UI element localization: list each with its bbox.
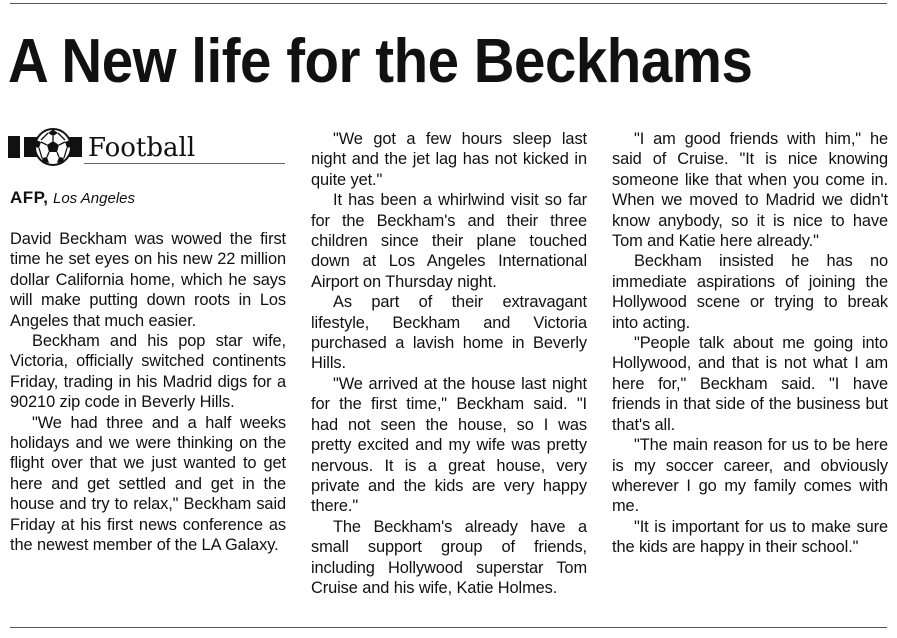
paragraph: "I am good friends with him," he said of Cruise. "It is nice knowing someone like that when you come in. When we moved to Madrid we didn't know anybody, so it is nice to have Tom and Katie here already." <box>612 130 888 251</box>
paragraph: "We arrived at the house last night for the first time," Beckham said. "I had not seen the house, so I was pretty excited and my wife was pretty nervous. It is a great house, very private and the kids are very happy there." <box>311 374 587 516</box>
paragraph: Beckham and his pop star wife, Victoria, officially switched continents Friday, trading in his Madrid digs for a 90210 zip code in Beverly Hills. <box>10 332 286 412</box>
paragraph: As part of their extravagant lifestyle, Beckham and Victoria purchased a lavish home in Beverly Hills. <box>311 293 587 373</box>
paragraph: Beckham insisted he has no immediate aspirations of joining the Hollywood scene or trying to break into acting. <box>612 252 888 332</box>
byline-location: Los Angeles <box>53 190 136 207</box>
article-column-1 <box>10 229 286 556</box>
paragraph: "People talk about me going into Hollywood, and that is not what I am here for," Beckham said. "I have friends in that side of the business but that's all. <box>612 334 888 434</box>
paragraph: "It is important for us to make sure the kids are happy in their school." <box>612 517 888 557</box>
section-underline <box>84 163 285 164</box>
article-headline: A New life for the Beckhams <box>8 27 753 96</box>
paragraph: "The main reason for us to be here is my soccer career, and obviously wherever I go my family comes with me. <box>612 436 888 516</box>
article-column-2 <box>311 129 587 598</box>
section-bar <box>8 136 20 158</box>
section-label: Football <box>88 133 196 163</box>
section-tag <box>8 128 285 166</box>
byline <box>10 188 135 209</box>
bottom-rule <box>10 627 887 628</box>
paragraph: "We got a few hours sleep last night and the jet lag has not kicked in quite yet." <box>311 130 587 189</box>
paragraph: It has been a whirlwind visit so far for the Beckham's and their three children since their plane touched down at Los Angeles International Airport on Thursday night. <box>311 191 587 291</box>
paragraph: "We had three and a half weeks holidays and we were thinking on the flight over that we just wanted to get here and get settled and get in the house and try to relax," Beckham said Friday at his first news conference as the newest member of the LA Galaxy. <box>10 413 286 555</box>
top-rule <box>10 3 887 4</box>
paragraph: David Beckham was wowed the first time he set eyes on his new 22 million dollar California home, which he says will make putting down roots in Los Angeles that much easier. <box>10 230 286 330</box>
paragraph: The Beckham's already have a small support group of friends, including Hollywood superstar Tom Cruise and his wife, Katie Holmes. <box>311 517 587 597</box>
article-column-3 <box>612 129 888 558</box>
byline-agency: AFP, <box>10 188 49 207</box>
soccer-ball-icon <box>24 128 82 166</box>
